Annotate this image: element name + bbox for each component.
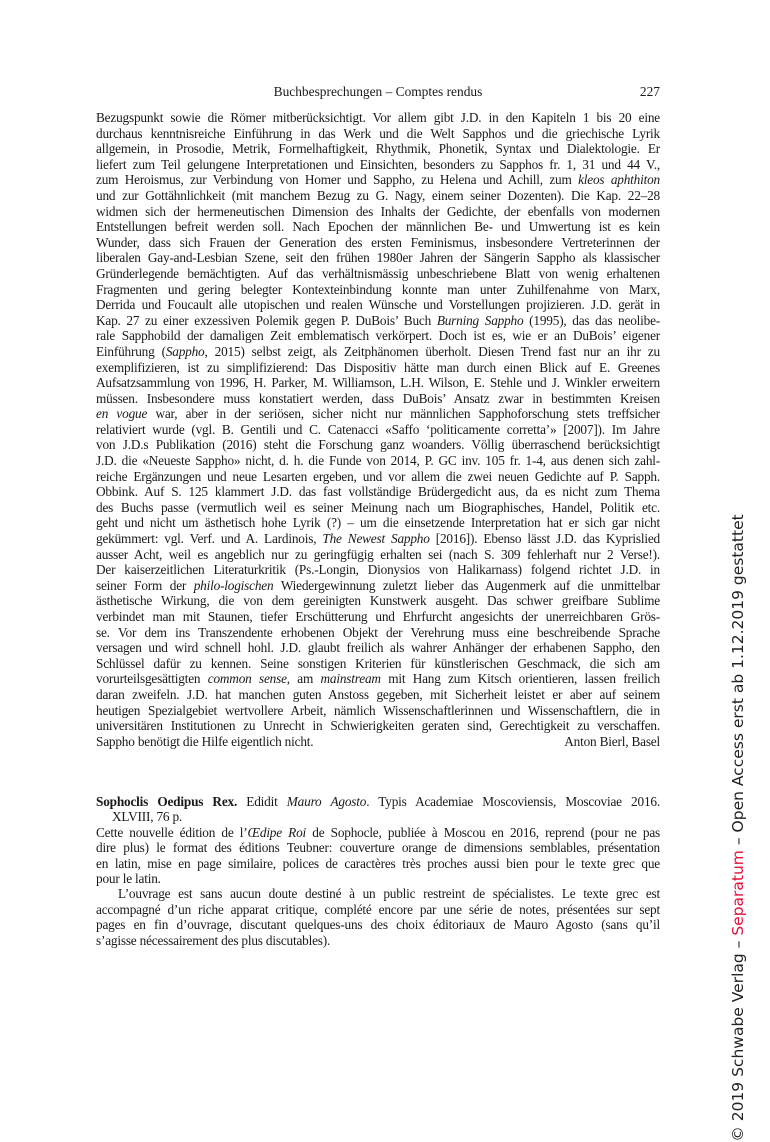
text-line [96, 157, 660, 173]
text-line [96, 871, 660, 886]
text-segment: des Buchs passe (vermutlich weil es seiner Meinung nach um Biographisches, Handel, Politik etc. [96, 499, 660, 515]
italic-text: common sense [207, 671, 287, 687]
text-segment: accompagné d’un riche apparat critique, complété encore par une série de notes, présentées sur sept [96, 901, 660, 917]
text-segment: und zur Gottähnlichkeit (mit manchem Bezug zu G. Nagy, einem seiner Dozenten). Die Kap. 22–28 [96, 187, 660, 203]
text-segment: (1995), das das neolibe- [523, 312, 661, 328]
text-segment: Fragmenten und gering belegter Kontexteinbindung konnte man unter Zuhilfenahme von Marx, [96, 281, 660, 297]
text-line [96, 204, 660, 220]
text-line [96, 734, 660, 750]
text-line [96, 437, 660, 453]
text-line [96, 360, 660, 376]
text-line [96, 825, 660, 840]
text-line [96, 593, 660, 609]
citation-pages-text: XLVIII, 76 p. [112, 809, 183, 825]
text-segment: Schlüssel dafür zu kennen. Seine sonstigen Kriterien für künstlerischen Geschmack, die sich am [96, 655, 660, 671]
review-oedipus [96, 794, 660, 948]
citation-pages [96, 809, 660, 824]
italic-text: mainstream [320, 671, 381, 687]
text-segment: dire plus) le format des éditions Teubner: couverture orange de dimensions semblables, présentation [96, 840, 660, 856]
text-segment: pour le latin. [96, 870, 161, 886]
text-line [96, 703, 660, 719]
text-segment: Bezugspunkt sowie die Römer mitberücksichtigt. Vor allem gibt J.D. in den Kapiteln 1 bis 20 eine [96, 110, 660, 125]
text-segment: heutigen Spezialgebiet wertvollere Arbeit, nämlich Wissenschaftlerinnen und Wissenschaftlern, die in [96, 702, 660, 718]
text-line [96, 297, 660, 313]
text-line [96, 422, 660, 438]
text-segment: liefert zum Teil gelungene Interpretationen und Einsichten, besonders zu Sapphos fr. 1, 31 und 44 V., [96, 156, 660, 172]
text-line [96, 469, 660, 485]
text-line [96, 856, 660, 871]
text-segment: se. Vor dem ins Transzendente erhobenen Objekt der Verehrung muss eine beschreibende Sprache [96, 624, 660, 640]
text-segment: zum Heroismus, zur Verbindung von Homer und Sappho, zu Helena und Achill, zum [96, 172, 579, 188]
text-segment: reiche Ergänzungen und neue Lesarten ergeben, und vor allem die zwei neuen Gedichte auf P. Sapph. [96, 468, 660, 484]
text-line [96, 933, 660, 948]
text-line [96, 313, 660, 329]
text-segment: universitären Institutionen zu Unrecht in Schwierigkeiten geraten sind, Gerechtigkeit zu verschaffen. [96, 718, 660, 734]
text-segment: Obbink. Auf S. 125 klammert J.D. das fast vollständige Brüdergedicht aus, da es nicht zum Thema [96, 484, 660, 500]
text-segment: allgemein, in Prosodie, Metrik, Formelhaftigkeit, Rhythmik, Phonetik, Syntax und Dialektologie. Er [96, 141, 660, 157]
text-segment: widmen sich der hermeneutischen Dimension des Inhalts der Gedichte, der ebenfalls von modernen [96, 203, 660, 219]
text-segment: daran zweifeln. J.D. hat manchen guten Anstoss gegeben, mit Sicherheit leistet er aber auf seinem [96, 686, 660, 702]
italic-text: kleos aphthiton [578, 172, 661, 188]
watermark-separatum: Separatum [729, 850, 747, 936]
copyright-watermark [729, 514, 747, 1141]
italic-text: Sappho [165, 343, 205, 359]
text-segment: liberalen Gay-and-Lesbian Szene, seit den frühen 1980er Jahren der Sängerin Sappho als klassischer [96, 250, 660, 266]
text-segment: L’ouvrage est sans aucun doute destiné à un public restreint de spécialistes. Le texte grec est [118, 886, 660, 902]
text-segment: Gründerlegende bemächtigten. Auf das verhältnismässig unbeschriebene Blatt von wenig erhaltenen [96, 265, 660, 281]
text-line [96, 126, 660, 142]
watermark-prefix: © 2019 Schwabe Verlag – [729, 935, 747, 1142]
text-segment: ausser Acht, weil es angeblich nur zu geringfügig erhalten sei (nach S. 309 fehlerhaft nur 2 Verse!). [96, 546, 660, 562]
text-line [96, 886, 660, 901]
italic-text: en vogue [96, 406, 148, 422]
text-segment: versagen und wird schnell hohl. J.D. glaubt freilich als wahrer Anhänger der erhabenen Sappho, den [96, 640, 660, 656]
text-line [96, 250, 660, 266]
text-line [96, 625, 660, 641]
watermark-suffix: – Open Access erst ab 1.12.2019 gestattet [729, 514, 747, 851]
editor-name: Mauro Agosto [286, 794, 367, 809]
text-line [96, 375, 660, 391]
reviewer-signature: Anton Bierl, Basel [564, 733, 660, 749]
text-segment: gekümmert: vgl. Verf. und A. Lardinois, [96, 531, 323, 547]
text-segment: Entstellungen befreit werden soll. Nach Epochen der männlichen Be- und Umwertung ist es kein [96, 219, 660, 235]
text-line [96, 110, 660, 126]
text-line [96, 902, 660, 917]
text-line [96, 344, 660, 360]
text-segment: mit Hang zum Kitsch orientieren, lassen freilich [380, 671, 660, 687]
text-line [96, 562, 660, 578]
text-segment: seiner Form der [96, 577, 194, 593]
text-segment: Aufsatzsammlung von 1996, H. Parker, M. Williamson, L.H. Wilson, E. Stehle und J. Winkler erweitern [96, 375, 660, 391]
text-line [96, 235, 660, 251]
text-segment: , 2015) selbst zeigt, als Zeitphänomen überholt. Diesen Trend fast nur an ihr zu [204, 343, 661, 359]
text-segment: Sappho benötigt die Hilfe eigentlich nicht. [96, 733, 314, 749]
review-oedipus-body [96, 825, 660, 948]
text-segment: geht und nicht um ästhetisch hohe Lyrik (?) – um die einsetzende Interpretation hat er sich gar nicht [96, 515, 660, 531]
citation-text: . Typis Academiae Moscoviensis, Moscoviae 2016. [366, 794, 660, 809]
text-line [96, 219, 660, 235]
text-line [96, 453, 660, 469]
text-line [96, 687, 660, 703]
running-header-title: Buchbesprechungen – Comptes rendus [273, 84, 483, 99]
review-sappho-body [96, 110, 660, 749]
text-line [96, 391, 660, 407]
text-line [96, 141, 660, 157]
text-segment: Derrida und Foucault alle utopischen und realen Wünsche und Vorstellungen projizieren. J.D. gerät in [96, 297, 660, 313]
text-line [96, 406, 660, 422]
text-line [96, 188, 660, 204]
text-segment: Wiedergewinnung zuletzt lieber das Augenmerk auf die unmittelbar [273, 577, 660, 593]
text-segment: en latin, mise en page similaire, polices de caractères très proches aussi bien pour le texte grec que [96, 855, 660, 871]
text-line [96, 515, 660, 531]
text-line [96, 917, 660, 932]
text-segment: relativiert wurde (vgl. B. Gentili und C. Catenacci «Saffo ‘politicamente corretta’» [2007]). Im Jahre [96, 421, 660, 437]
citation-text: Edidit [237, 794, 287, 809]
text-segment: J.D. die «Neueste Sappho» nicht, d. h. die Funde von 2014, P. GC inv. 105 fr. 1-4, aus denen sich zahl- [96, 453, 660, 469]
italic-text: The Newest Sappho [322, 531, 430, 547]
text-line [96, 282, 660, 298]
italic-text: Burning Sappho [436, 312, 524, 328]
text-segment: Cette nouvelle édition de l’ [96, 824, 248, 840]
text-line [96, 266, 660, 282]
text-line [96, 609, 660, 625]
text-line [96, 656, 660, 672]
italic-text: Œdipe Roi [247, 824, 307, 840]
text-line [96, 531, 660, 547]
text-segment: müssen. Insbesondere muss konstatiert werden, dass DuBois’ Ansatz zwar in bestimmten Kreisen [96, 390, 660, 406]
text-line [96, 547, 660, 563]
text-segment: Der kaiserzeitlichen Literaturkritik (Ps.-Longin, Dionysios von Halikarnass) folgend richtet J.D. in [96, 562, 660, 578]
text-segment: pages en fin d’ouvrage, discutant quelques-uns des choix éditoriaux de Mauro Agosto (sans qu’il [96, 917, 660, 933]
text-line [96, 640, 660, 656]
text-segment: s’agisse nécessairement des plus discutables). [96, 932, 331, 948]
text-line [96, 484, 660, 500]
text-line [96, 718, 660, 734]
italic-text: philo-logischen [193, 577, 274, 593]
text-segment: rale Sapphobild der damaligen Zeit emblematisch verkörpert. Doch ist es, wie er an DuBois’ eigener [96, 328, 660, 344]
text-line [96, 840, 660, 855]
text-line [96, 671, 660, 687]
text-segment: Wunder, dass sich Frauen der Generation des ersten Feminismus, insbesondere Vertreterinnen der [96, 234, 660, 250]
text-segment: exemplifizieren, ist zu simplifizierend: Das Dispositiv hätte man durch einen Blick auf E. Greenes [96, 359, 660, 375]
text-segment: Einführung ( [96, 343, 166, 359]
text-segment: [2016]). Ebenso lässt J.D. das Kyprislied [429, 531, 661, 547]
text-segment: ästhetische Wirkung, die von dem gereinigten Kunstwerk ausgeht. Das schwer greifbare Sublime [96, 593, 660, 609]
text-line [96, 172, 660, 188]
citation-line [96, 794, 660, 809]
text-segment: vorurteilsgesättigten [96, 671, 208, 687]
text-segment: de Sophocle, publiée à Moscou en 2016, reprend (pour ne pas [306, 824, 660, 840]
text-line [96, 500, 660, 516]
page-number: 227 [639, 84, 660, 99]
text-segment: , am [286, 671, 321, 687]
text-segment: von J.D.s Publikation (2016) steht die Forschung ganz woanders. Völlig überraschend berücksichtigt [96, 437, 660, 453]
book-title: Sophoclis Oedipus Rex. [96, 794, 238, 809]
text-segment: Kap. 27 zu einer exzessiven Polemik gegen P. DuBois’ Buch [96, 312, 437, 328]
running-header [96, 84, 660, 102]
text-line [96, 578, 660, 594]
text-segment: verbindet man mit Staunen, tiefer Erschütterung und Ehrfurcht angesichts der unerreichbaren Grös- [96, 609, 660, 624]
text-segment: durchaus kenntnisreiche Einführung in das Werk und die Welt Sapphos und die griechische Lyrik [96, 125, 660, 141]
text-segment: war, aber in der seriösen, sicher nicht nur männlichen Sapphoforschung stets treffsicher [147, 406, 660, 422]
text-line [96, 328, 660, 344]
